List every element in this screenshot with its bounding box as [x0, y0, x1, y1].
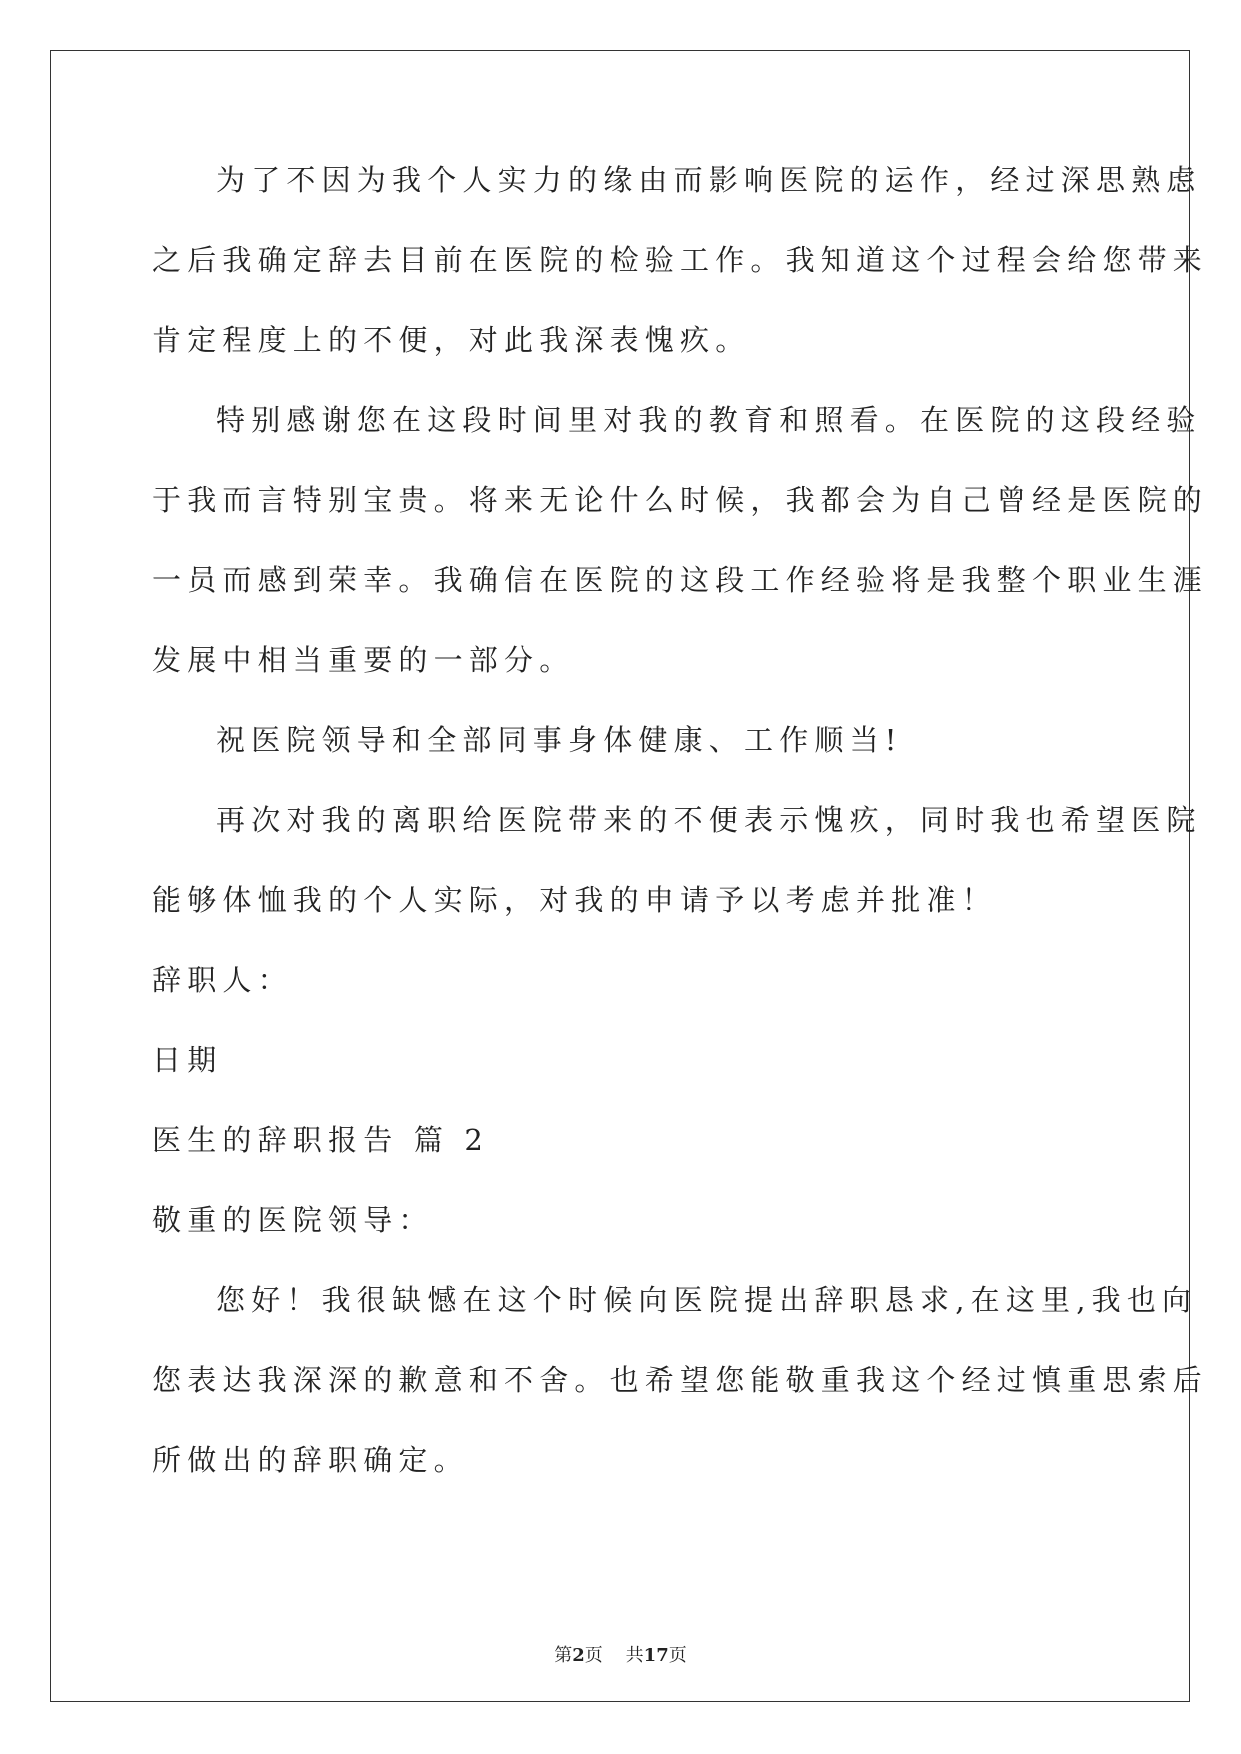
paragraph-line: 您表达我深深的歉意和不舍。也希望您能敬重我这个经过慎重思索后 — [152, 1363, 1209, 1397]
signature-label: 辞职人： — [152, 963, 293, 997]
date-label: 日期 — [152, 1043, 223, 1077]
paragraph-line: 为了不因为我个人实力的缘由而影响医院的运作，经过深思熟虑 — [216, 163, 1202, 197]
footer-prefix: 第 — [554, 1645, 573, 1666]
page-footer — [0, 1641, 1241, 1667]
footer-suffix: 页 — [668, 1645, 687, 1666]
salutation: 敬重的医院领导： — [152, 1203, 434, 1237]
paragraph-line: 您好！我很缺憾在这个时候向医院提出辞职恳求,在这里,我也向 — [216, 1283, 1198, 1317]
paragraph-line: 特别感谢您在这段时间里对我的教育和照看。在医院的这段经验 — [216, 403, 1202, 437]
paragraph-line: 之后我确定辞去目前在医院的检验工作。我知道这个过程会给您带来 — [152, 243, 1209, 277]
paragraph-line: 于我而言特别宝贵。将来无论什么时候，我都会为自己曾经是医院的 — [152, 483, 1209, 517]
paragraph-line: 肯定程度上的不便，对此我深表愧疚。 — [152, 323, 751, 357]
section-heading: 医生的辞职报告 篇 2 — [152, 1123, 490, 1157]
total-pages-number: 17 — [643, 1645, 669, 1666]
document-body — [152, 162, 1209, 1522]
paragraph-line: 能够体恤我的个人实际，对我的申请予以考虑并批准！ — [152, 883, 997, 917]
current-page-number: 2 — [572, 1645, 585, 1666]
paragraph-line: 一员而感到荣幸。我确信在医院的这段工作经验将是我整个职业生涯 — [152, 563, 1209, 597]
paragraph-line: 祝医院领导和全部同事身体健康、工作顺当! — [216, 723, 903, 757]
footer-middle: 页 共 — [584, 1645, 644, 1666]
paragraph-line: 发展中相当重要的一部分。 — [152, 643, 575, 677]
paragraph-line: 再次对我的离职给医院带来的不便表示愧疚，同时我也希望医院 — [216, 803, 1202, 837]
paragraph-line: 所做出的辞职确定。 — [152, 1443, 469, 1477]
